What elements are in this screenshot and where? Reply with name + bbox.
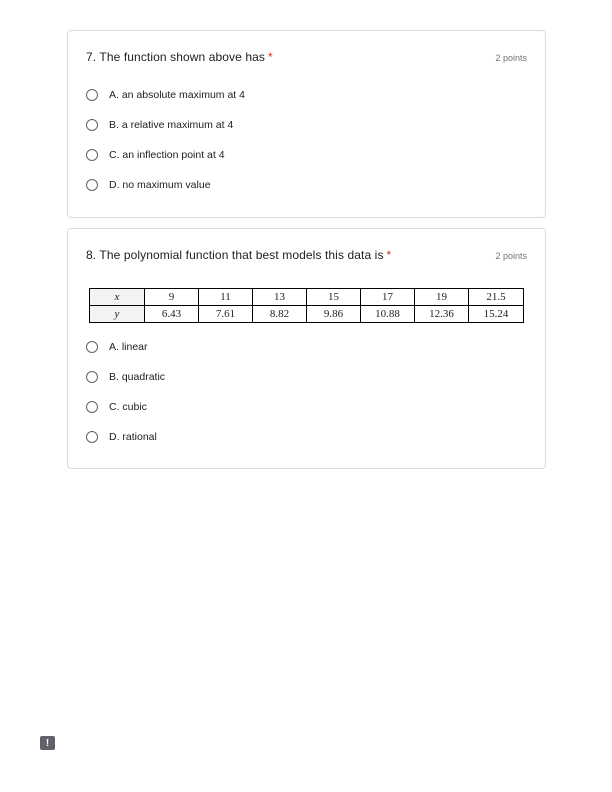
question-card-8 <box>67 228 546 469</box>
radio-circle-icon[interactable] <box>86 149 98 161</box>
option-label: D. rational <box>109 431 157 443</box>
required-asterisk: * <box>386 248 392 262</box>
option-label: A. an absolute maximum at 4 <box>109 89 245 101</box>
radio-option-c[interactable] <box>86 147 225 163</box>
table-header-cell: y <box>90 306 145 323</box>
radio-option-a[interactable] <box>86 339 148 355</box>
table-row-x <box>90 289 524 306</box>
option-label: C. an inflection point at 4 <box>109 149 225 161</box>
table-cell: 7.61 <box>199 306 253 323</box>
radio-option-b[interactable] <box>86 117 233 133</box>
table-cell: 21.5 <box>469 289 524 306</box>
option-label: A. linear <box>109 341 148 353</box>
table-cell: 15 <box>307 289 361 306</box>
radio-circle-icon[interactable] <box>86 371 98 383</box>
table-header-cell: x <box>90 289 145 306</box>
question-title: 8. The polynomial function that best models this data is * <box>86 248 392 262</box>
radio-circle-icon[interactable] <box>86 341 98 353</box>
table-cell: 10.88 <box>361 306 415 323</box>
table-cell: 11 <box>199 289 253 306</box>
option-label: C. cubic <box>109 401 147 413</box>
data-table <box>89 288 524 323</box>
table-cell: 9.86 <box>307 306 361 323</box>
option-label: D. no maximum value <box>109 179 211 191</box>
question-title: 7. The function shown above has * <box>86 50 273 64</box>
question-card-7 <box>67 30 546 218</box>
radio-circle-icon[interactable] <box>86 179 98 191</box>
table-cell: 9 <box>145 289 199 306</box>
required-asterisk: * <box>268 50 273 64</box>
table-cell: 19 <box>415 289 469 306</box>
radio-circle-icon[interactable] <box>86 119 98 131</box>
points-label: 2 points <box>495 53 527 63</box>
table-cell: 8.82 <box>253 306 307 323</box>
table-cell: 17 <box>361 289 415 306</box>
radio-circle-icon[interactable] <box>86 89 98 101</box>
points-label: 2 points <box>495 251 527 261</box>
option-label: B. a relative maximum at 4 <box>109 119 234 131</box>
radio-option-c[interactable] <box>86 399 147 415</box>
table-row-y <box>90 306 524 323</box>
radio-option-d[interactable] <box>86 429 157 445</box>
report-problem-icon[interactable]: ! <box>40 736 55 750</box>
radio-option-b[interactable] <box>86 369 165 385</box>
radio-circle-icon[interactable] <box>86 401 98 413</box>
table-cell: 6.43 <box>145 306 199 323</box>
table-cell: 12.36 <box>415 306 469 323</box>
option-label: B. quadratic <box>109 371 166 383</box>
table-cell: 13 <box>253 289 307 306</box>
radio-option-a[interactable] <box>86 87 245 103</box>
radio-circle-icon[interactable] <box>86 431 98 443</box>
table-cell: 15.24 <box>469 306 524 323</box>
radio-option-d[interactable] <box>86 177 211 193</box>
